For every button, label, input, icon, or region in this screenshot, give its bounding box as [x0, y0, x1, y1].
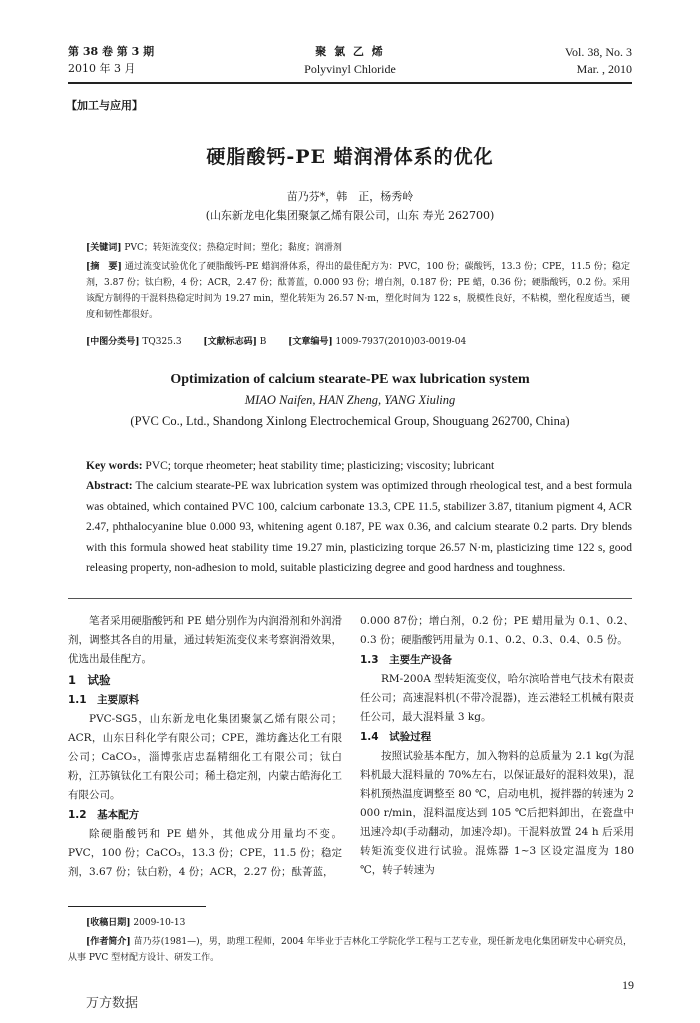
section-1-1-heading: 1.1 主要原料	[68, 694, 140, 706]
section-1-2-heading: 1.2 基本配方	[68, 809, 140, 821]
affiliation-cn: (山东新龙电化集团聚氯乙烯有限公司，山东 寿光 262700)	[205, 209, 495, 222]
journal-name-en: Polyvinyl Chloride	[304, 62, 396, 76]
keywords-en-label: Key words:	[86, 460, 143, 472]
clc-value: TQ325.3	[142, 337, 182, 347]
watermark-text: 万方数据	[86, 996, 139, 1011]
authors-cn: 苗乃芬*，韩 正，杨秀岭	[286, 190, 414, 203]
abstract-en-label: Abstract:	[86, 480, 133, 492]
section-1-4-heading: 1.4 试验过程	[360, 731, 432, 743]
received-value: 2009-10-13	[133, 918, 186, 928]
materials-paragraph: PVC-SG5，山东新龙电化集团聚氯乙烯有限公司；ACR，山东日科化学有限公司；CPE，潍坊鑫达化工有限公司；CaCO₃，淄博张店忠磊精细化工有限公司；钛白粉，江苏镇钛化工有限公司；稀土稳定剂，内蒙古皓海化工有限公司。	[68, 713, 342, 801]
date-cn: 2010 年 3 月	[68, 62, 136, 75]
formula-paragraph: 除硬脂酸钙和 PE 蜡外，其他成分用量均不变。PVC，100 份；CaCO₃，13.3 份；CPE，11.5 份；稳定剂，3.67 份；钛白粉，4 份；ACR，2.27 份；酞菁蓝，	[68, 828, 342, 878]
doc-code-value: B	[259, 337, 267, 347]
abstract-en-text: The calcium stearate-PE wax lubrication system was optimized through rheological test, and a best formula was obtained, which contained PVC 100, calcium carbonate 13.3, CPE 11.5, stabilizer 3.87, titanium pigment 4, ACR 2.47, phthalocyanine blue 0.000 93, whitening agent 0.187, PE wax 0.36, and calcium stearate 0.2 parts. Dry blends with this formula showed heat stability time 19.27 min, plasticizing torque 26.57 N·m, plasticizing time 122 s, good releasing property, non-adhesion to mold, suitable plasticizing degree and good hardness and toughness.	[86, 480, 633, 574]
keywords-cn-label: [关键词]	[86, 243, 122, 253]
header-rule	[68, 82, 632, 84]
abstract-separator-rule	[68, 598, 632, 599]
authors-en: MIAO Naifen, HAN Zheng, YANG Xiuling	[244, 393, 456, 407]
title-en: Optimization of calcium stearate-PE wax lubrication system	[170, 372, 530, 387]
received-date	[86, 915, 632, 931]
author-bio-text: 苗乃芬(1981—)，男，助理工程师，2004 年毕业于吉林化工学院化学工程与工艺专业，现任新龙电化集团研发中心研究员，从事 PVC 型材配方设计、研发工作。	[68, 937, 632, 963]
author-bio-label: [作者简介]	[86, 937, 131, 947]
abstract-cn	[86, 259, 630, 323]
footnote-rule	[68, 906, 206, 907]
body-column-left	[68, 612, 342, 882]
section-tag: 【加工与应用】	[66, 99, 143, 112]
keywords-en	[86, 456, 632, 476]
equipment-paragraph: RM-200A 型转矩流变仪，哈尔滨哈普电气技术有限责任公司；高速混料机(不带冷混器)，连云港轻工机械有限责任公司，最大混料量 3 kg。	[360, 673, 634, 723]
body-column-right	[360, 612, 634, 880]
keywords-en-text: PVC; torque rheometer; heat stability time; plasticizing; viscosity; lubricant	[145, 460, 495, 472]
keywords-cn-text: PVC；转矩流变仪；热稳定时间；塑化；黏度；润滑剂	[124, 243, 342, 253]
intro-paragraph: 笔者采用硬脂酸钙和 PE 蜡分别作为内润滑剂和外润滑剂，调整其各自的用量，通过转矩流变仪来考察润滑效果，优选出最佳配方。	[68, 615, 342, 665]
clc-label: [中图分类号]	[86, 337, 140, 347]
title-cn: 硬脂酸钙-PE 蜡润滑体系的优化	[206, 146, 494, 168]
author-bio	[68, 934, 632, 966]
keywords-cn	[86, 240, 630, 256]
abstract-cn-text: 通过流变试验优化了硬脂酸钙-PE 蜡润滑体系，得出的最佳配方为：PVC，100 份；碳酸钙，13.3 份；CPE，11.5 份；稳定剂，3.87 份；钛白粉，4 份；ACR，2.47 份；酞菁蓝，0.000 93 份；增白剂，0.187 份；PE 蜡，0.36 份；硬脂酸钙，0.2 份。采用该配方制得的干混料热稳定时间为 19.27 min，塑化转矩为 26.57 N·m，塑化时间为 122 s，脱模性良好，不粘模，塑化程度适当，硬度和韧性都很好。	[86, 262, 630, 320]
date-en: Mar. , 2010	[576, 62, 632, 76]
journal-name-cn: 聚 氯 乙 烯	[315, 45, 385, 58]
section-1-heading: 1 试验	[68, 673, 111, 687]
formula-continued-paragraph: 0.000 87份；增白剂，0.2 份；PE 蜡用量为 0.1、0.2、0.3 份；硬脂酸钙用量为 0.1、0.2、0.3、0.4、0.5 份。	[360, 615, 634, 646]
affiliation-en: (PVC Co., Ltd., Shandong Xinlong Electrochemical Group, Shouguang 262700, China)	[130, 414, 570, 428]
classification-line	[86, 334, 630, 350]
received-label: [收稿日期]	[86, 918, 131, 928]
page-number: 19	[622, 978, 634, 992]
doc-code-label: [文献标志码]	[203, 337, 257, 347]
abstract-cn-label: [摘 要]	[86, 262, 122, 272]
section-1-3-heading: 1.3 主要生产设备	[360, 654, 453, 666]
volume-issue-cn: 第 38 卷 第 3 期	[68, 45, 155, 58]
abstract-en	[86, 476, 632, 579]
procedure-paragraph: 按照试验基本配方，加入物料的总质量为 2.1 kg(为混料机最大混料量的 70%左右，以保证最好的混料效果)，混料机预热温度调整至 80 ℃，启动电机，搅拌器的转速为 2 000 r/min，混料温度达到 105 ℃后把料卸出，在瓷盘中迅速冷却(手动翻动，加速冷却)。干混料放置 24 h 后采用转矩流变仪进行试验。混炼器 1~3 区设定温度为 180 ℃，转子转速为	[360, 750, 634, 876]
article-no-label: [文章编号]	[288, 337, 333, 347]
volume-issue-en: Vol. 38, No. 3	[564, 45, 632, 59]
article-no-value: 1009-7937(2010)03-0019-04	[335, 337, 467, 347]
